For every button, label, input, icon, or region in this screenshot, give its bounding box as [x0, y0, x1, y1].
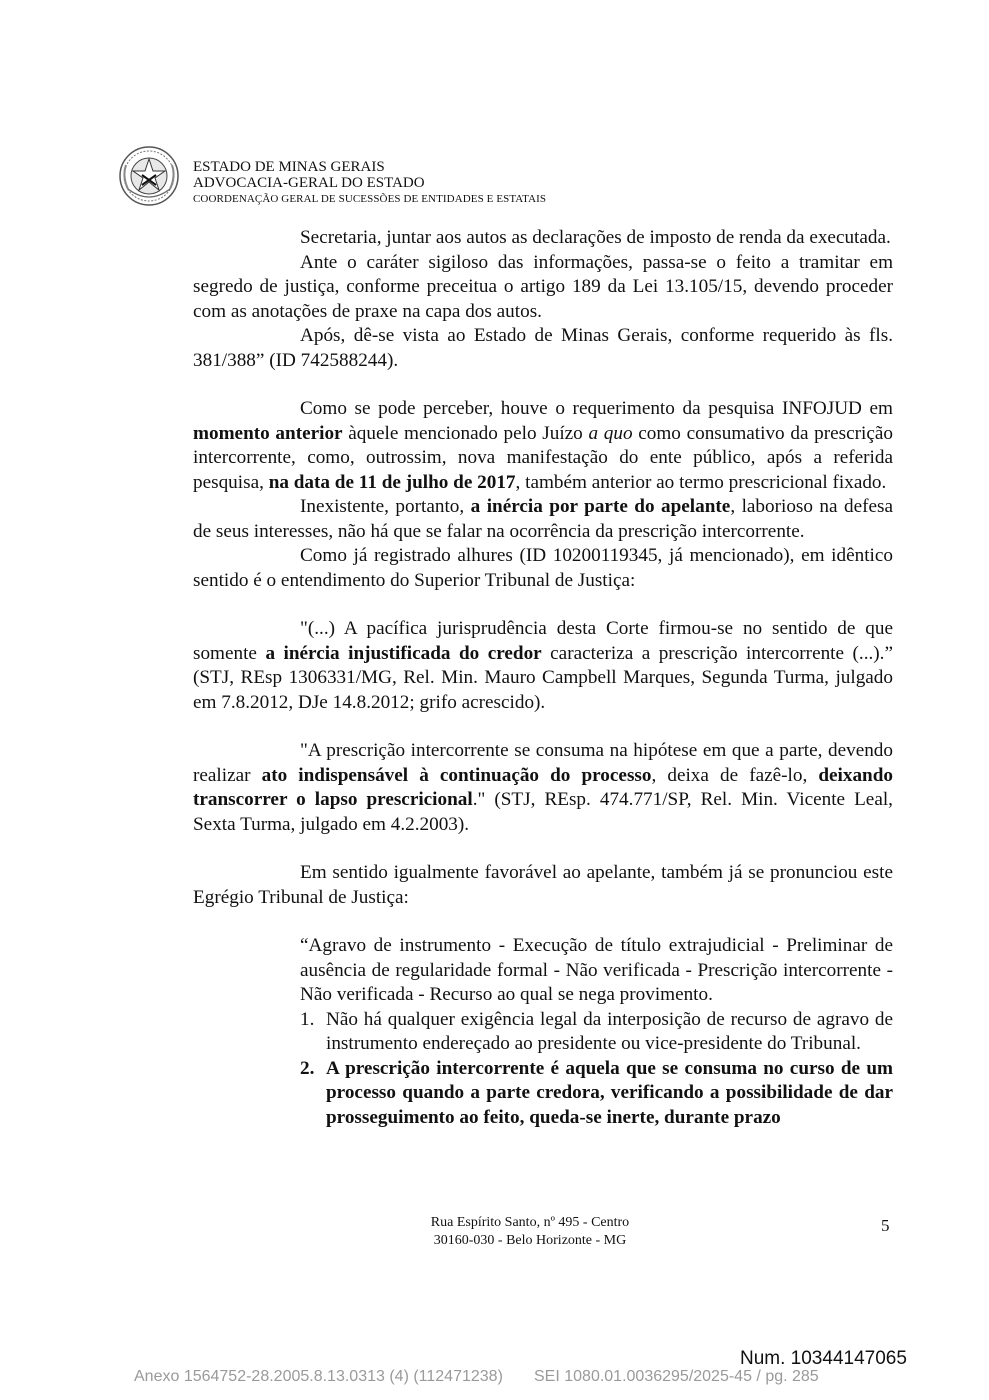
- coat-of-arms-seal-icon: [118, 145, 180, 207]
- list-item: 1. Não há qualquer exigência legal da interposição de recurso de agravo de instrumento endereçado ao presidente ou vice-presidente do Tribunal.: [300, 1008, 893, 1054]
- document-body: [193, 226, 893, 1130]
- document-number-stamp: Num. 10344147065: [740, 1348, 907, 1369]
- quote-tj-list: [300, 1008, 893, 1131]
- footer-address: [380, 1214, 680, 1250]
- list-item: 2. A prescrição intercorrente é aquela que se consuma no curso de um processo quando a parte credora, verificando a possibilidade de dar prosseguimento ao feito, queda-se inerte, durante prazo: [300, 1057, 893, 1128]
- header-agency: ADVOCACIA-GERAL DO ESTADO: [193, 175, 425, 191]
- header-department: COORDENAÇÃO GERAL DE SUCESSÕES DE ENTIDADES E ESTATAIS: [193, 193, 547, 205]
- paragraph-5: Inexistente, portanto, a inércia por parte do apelante, laborioso na defesa de seus interesses, não há que se falar na ocorrência da prescrição intercorrente.: [193, 496, 893, 542]
- paragraph-6: Como já registrado alhures (ID 10200119345, já mencionado), em idêntico sentido é o entendimento do Superior Tribunal de Justiça:: [193, 545, 893, 591]
- page-number: 5: [881, 1216, 890, 1235]
- footer-address-line2: 30160-030 - Belo Horizonte - MG: [433, 1233, 627, 1248]
- footer-address-line1: Rua Espírito Santo, nº 495 - Centro: [430, 1215, 630, 1230]
- paragraph-2: Ante o caráter sigiloso das informações, passa-se o feito a tramitar em segredo de justiça, conforme preceitua o artigo 189 da Lei 13.105/15, devendo proceder com as anotações de praxe na capa dos autos.: [193, 251, 893, 322]
- paragraph-4: Como se pode perceber, houve o requerimento da pesquisa INFOJUD em momento anterior àquele mencionado pelo Juízo a quo como consumativo da prescrição intercorrente, como, outrossim, nova manifestação do ente público, após a referida pesquisa, na data de 11 de julho de 2017, também anterior ao termo prescricional fixado.: [193, 398, 893, 493]
- paragraph-3: Após, dê-se vista ao Estado de Minas Gerais, conforme requerido às fls. 381/388” (ID 742588244).: [193, 325, 893, 371]
- paragraph-1: Secretaria, juntar aos autos as declarações de imposto de renda da executada.: [300, 227, 891, 248]
- letterhead: [118, 145, 818, 209]
- header-state: ESTADO DE MINAS GERAIS: [193, 159, 385, 175]
- annex-stamp: Anexo 1564752-28.2005.8.13.0313 (4) (112471238) SEI 1080.01.0036295/2025-45 / pg. 285: [134, 1368, 819, 1385]
- quote-stj-1: "(...) A pacífica jurisprudência desta Corte firmou-se no sentido de que somente a inércia injustificada do credor caracteriza a prescrição intercorrente (...).” (STJ, REsp 1306331/MG, Rel. Min. Mauro Campbell Marques, Segunda Turma, julgado em 7.8.2012, DJe 14.8.2012; grifo acrescido).: [193, 618, 893, 713]
- quote-stj-2: "A prescrição intercorrente se consuma na hipótese em que a parte, devendo realizar ato indispensável à continuação do processo, deixa de fazê-lo, deixando transcorrer o lapso prescricional." (STJ, REsp. 474.771/SP, Rel. Min. Vicente Leal, Sexta Turma, julgado em 4.2.2003).: [193, 740, 893, 835]
- quote-tj-intro: “Agravo de instrumento - Execução de título extrajudicial - Preliminar de ausência de regularidade formal - Não verificada - Prescrição intercorrente - Não verificada - Recurso ao qual se nega provimento.: [300, 935, 893, 1005]
- paragraph-7: Em sentido igualmente favorável ao apelante, também já se pronunciou este Egrégio Tribunal de Justiça:: [193, 862, 893, 908]
